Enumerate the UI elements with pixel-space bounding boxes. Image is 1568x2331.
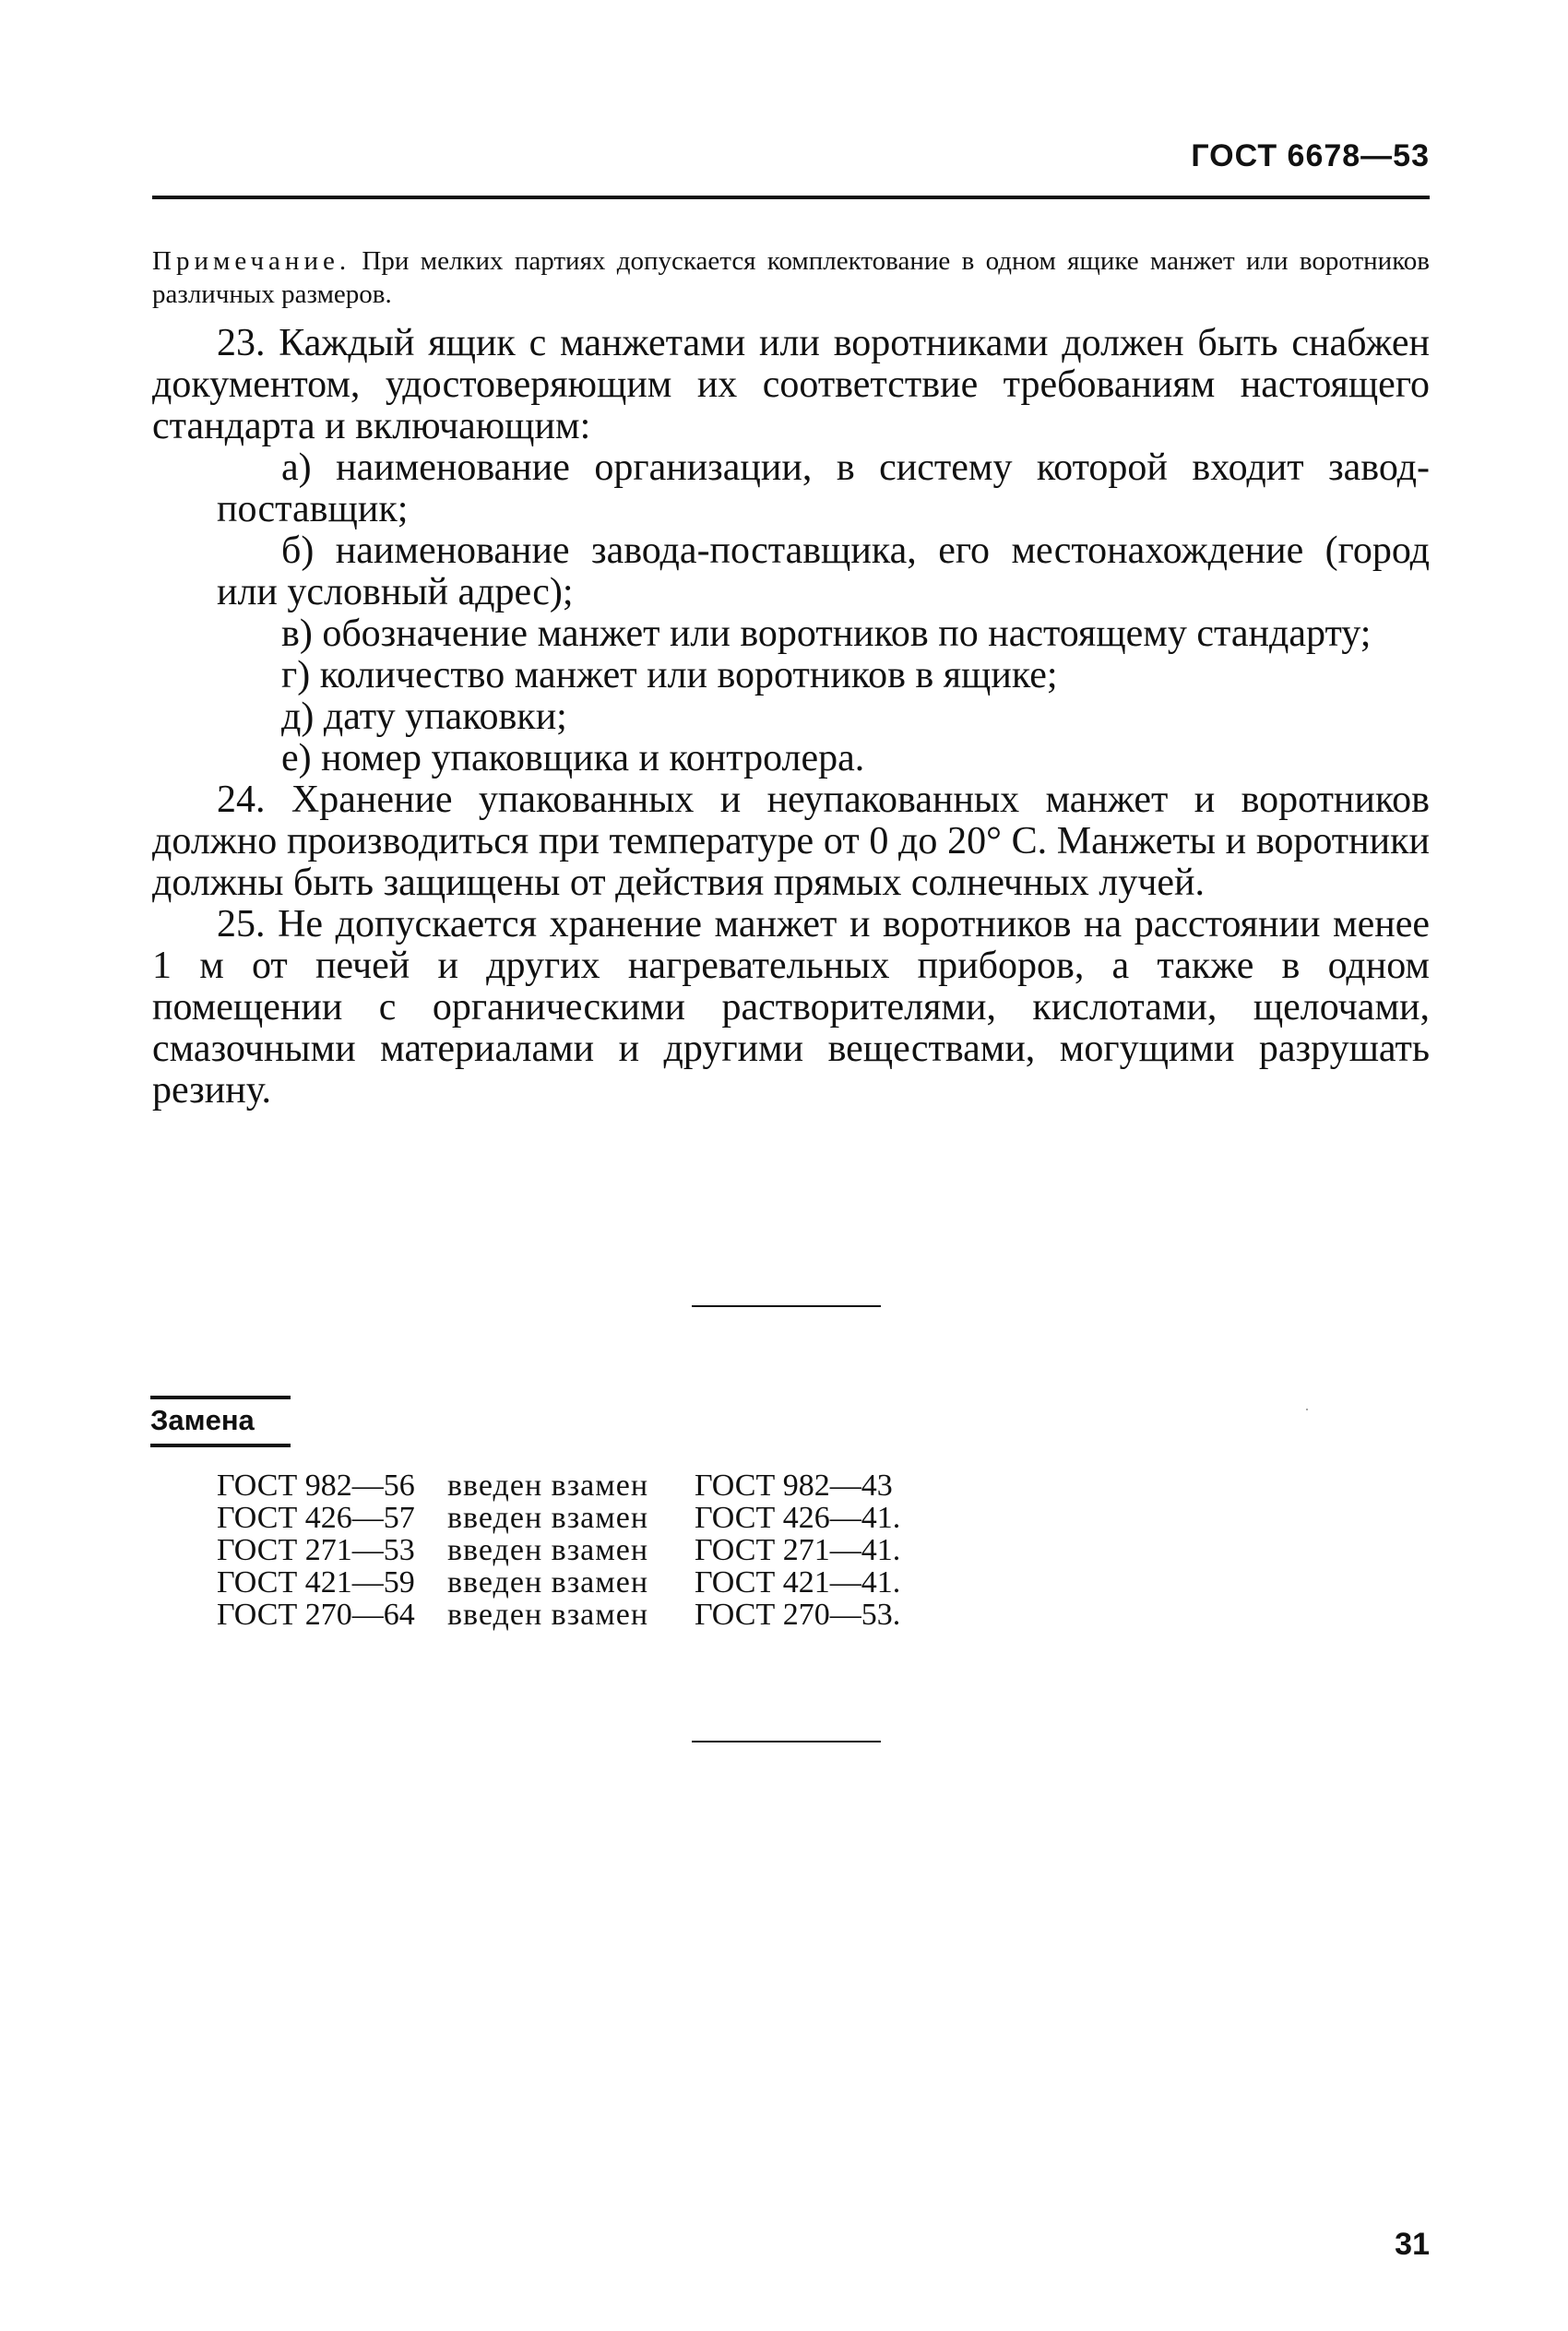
replacement-phrase: введен взамен <box>447 1501 649 1535</box>
old-standard: ГОСТ 270—53. <box>695 1598 901 1632</box>
replacement-title: Замена <box>150 1404 255 1436</box>
replacement-row <box>217 1534 900 1566</box>
replacement-phrase: введен взамен <box>447 1598 649 1632</box>
replacement-row <box>217 1469 900 1502</box>
replacement-phrase: введен взамен <box>447 1565 649 1600</box>
new-standard: ГОСТ 270—64 <box>217 1598 415 1632</box>
body-text <box>152 323 1430 1112</box>
paragraph-24: 24. Хранение упакованных и неупакованных манжет и воротников должно производиться при температуре от 0 до 20° С. Манжеты и воротники должны быть защищены от действия прямых солнечных лучей. <box>152 779 1430 904</box>
replacement-row <box>217 1502 900 1534</box>
new-standard: ГОСТ 982—56 <box>217 1469 415 1503</box>
section-divider <box>692 1305 881 1307</box>
replacement-list <box>217 1469 900 1631</box>
document-code: ГОСТ 6678—53 <box>1191 138 1430 173</box>
old-standard: ГОСТ 271—41. <box>695 1533 901 1567</box>
scan-speck <box>1306 1409 1308 1410</box>
replacement-section <box>150 1396 1073 1447</box>
list-item-g: г) количество манжет или воротников в ящике; <box>281 654 1058 696</box>
note-label: Примечание. <box>152 246 351 276</box>
note <box>152 244 1430 311</box>
replacement-phrase: введен взамен <box>447 1533 649 1567</box>
list-item-d: д) дату упаковки; <box>281 696 567 738</box>
new-standard: ГОСТ 426—57 <box>217 1501 415 1535</box>
page-number: 31 <box>1395 2227 1430 2262</box>
new-standard: ГОСТ 421—59 <box>217 1565 415 1600</box>
old-standard: ГОСТ 426—41. <box>695 1501 901 1535</box>
list-item-b: б) наименование завода-поставщика, его местонахождение (город или условный адрес); <box>217 529 1430 613</box>
paragraph-23: 23. Каждый ящик с манжетами или воротниками должен быть снабжен документом, удостоверяющим их соответствие требованиям настоящего стандарта и включающим: <box>152 322 1430 447</box>
old-standard: ГОСТ 421—41. <box>695 1565 901 1600</box>
list-item-e: е) номер упаковщика и контролера. <box>281 737 865 779</box>
list-item-a: а) наименование организации, в систему которой входит завод-поставщик; <box>217 446 1430 530</box>
header-rule <box>152 196 1430 199</box>
paragraph-25: 25. Не допускается хранение манжет и воротников на расстоянии менее 1 м от печей и других нагревательных приборов, а также в одном помещении с органическими растворителями, кислотами, щелочами, смазочными материалами и другими веществами, могущими разрушать резину. <box>152 903 1430 1112</box>
note-text: При мелких партиях допускается комплектование в одном ящике манжет или воротников различных размеров. <box>152 246 1430 309</box>
section-title-rule-bottom <box>150 1444 291 1447</box>
list-item-v: в) обозначение манжет или воротников по настоящему стандарту; <box>281 612 1372 655</box>
old-standard: ГОСТ 982—43 <box>695 1469 893 1503</box>
replacement-phrase: введен взамен <box>447 1469 649 1503</box>
replacement-row <box>217 1566 900 1599</box>
new-standard: ГОСТ 271—53 <box>217 1533 415 1567</box>
end-divider <box>692 1741 881 1742</box>
replacement-row <box>217 1599 900 1631</box>
